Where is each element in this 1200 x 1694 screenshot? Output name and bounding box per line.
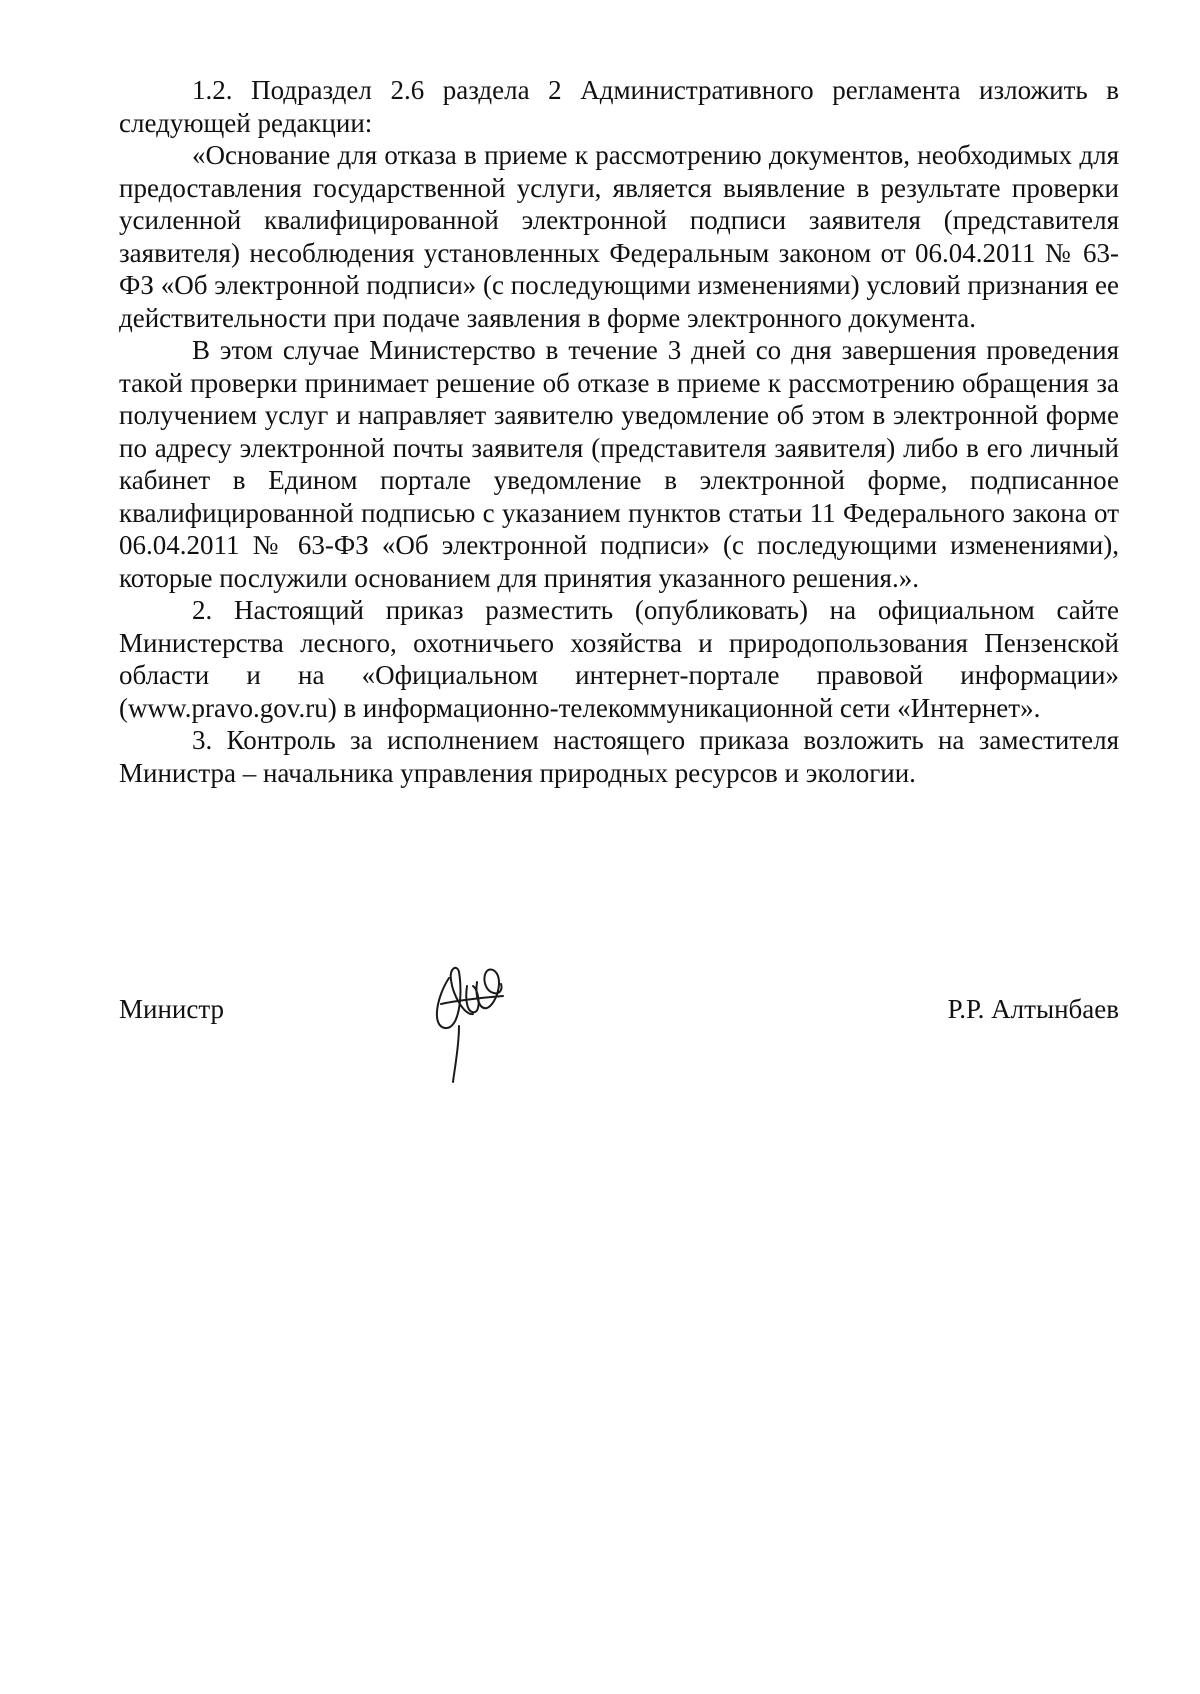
- paragraph-ministry-procedure: В этом случае Министерство в течение 3 дней со дня завершения проведения такой проверки принимает решение об отказе в приеме к рассмотрению обращения за получением услуг и направляет заявителю уведомление об этом в электронной форме по адресу электронной почты заявителя (представителя заявителя) либо в его личный кабинет в Едином портале уведомление в электронной форме, подписанное квалифицированной подписью с указанием пунктов статьи 11 Федерального закона от 06.04.2011 № 63-ФЗ «Об электронной подписи» (с последующими изменениями), которые послужили основанием для принятия указанного решения.».: [119, 335, 1119, 593]
- signatory-name: Р.Р. Алтынбаев: [947, 994, 1119, 1024]
- paragraph-refusal-grounds: «Основание для отказа в приеме к рассмотрению документов, необходимых для предоставления государственной услуги, является выявление в результате проверки усиленной квалифицированной электронной подписи заявителя (представителя заявителя) несоблюдения установленных Федеральным законом от 06.04.2011 № 63-ФЗ «Об электронной подписи» (с последующими изменениями) условий признания ее действительности при подаче заявления в форме электронного документа.: [119, 140, 1119, 333]
- paragraph-1-2-amendment: 1.2. Подраздел 2.6 раздела 2 Административного регламента изложить в следующей редакции:: [119, 75, 1119, 138]
- signatory-title: Министр: [119, 994, 224, 1024]
- handwritten-signature-icon: [419, 956, 529, 1086]
- signature-block: [119, 964, 1119, 1074]
- paragraph-3-control: 3. Контроль за исполнением настоящего приказа возложить на заместителя Министра – начальника управления природных ресурсов и экологии.: [119, 725, 1119, 788]
- paragraph-2-publication: 2. Настоящий приказ разместить (опубликовать) на официальном сайте Министерства лесного, охотничьего хозяйства и природопользования Пензенской области и на «Официальном интернет-портале правовой информации» (www.pravo.gov.ru) в информационно-телекоммуникационной сети «Интернет».: [119, 595, 1119, 723]
- document-body: [119, 74, 1119, 789]
